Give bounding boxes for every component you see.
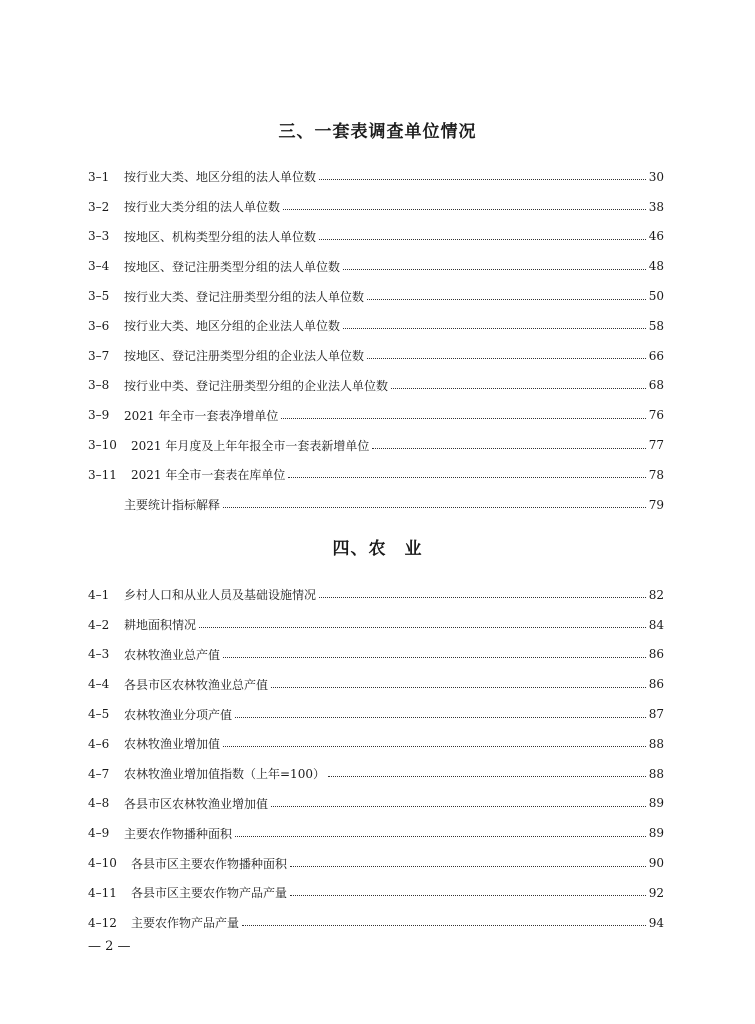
dot-leader — [367, 299, 646, 300]
dot-leader — [290, 866, 646, 867]
toc-entry-title: 主要农作物播种面积 — [124, 826, 233, 841]
toc-entry[interactable] — [88, 848, 664, 878]
toc-entry-title: 各县市区农林牧渔业总产值 — [124, 677, 269, 692]
toc-entry-number: 3–11 — [88, 467, 117, 482]
toc-entry-number: 3–8 — [88, 378, 110, 393]
toc-entry-title: 农林牧渔业分项产值 — [124, 707, 233, 722]
toc-entry[interactable] — [88, 311, 664, 341]
dot-leader — [372, 448, 645, 449]
toc-entry-number: 3–1 — [88, 169, 110, 184]
toc-entry-page: 89 — [648, 796, 664, 811]
toc-entry-page: 68 — [648, 378, 664, 393]
toc-entry-title: 按地区、登记注册类型分组的法人单位数 — [124, 259, 341, 274]
toc-entry[interactable] — [88, 430, 664, 460]
toc-entry-title: 农林牧渔业增加值 — [124, 737, 221, 752]
dot-leader — [290, 895, 646, 896]
dot-leader — [367, 358, 646, 359]
toc-entry-title: 农林牧渔业总产值 — [124, 647, 221, 662]
toc-entry[interactable] — [88, 669, 664, 699]
toc-entry-page: 86 — [648, 647, 664, 662]
toc-list-section-4 — [88, 580, 664, 938]
toc-entry-number: 4–2 — [88, 617, 110, 632]
toc-entry-title: 按地区、机构类型分组的法人单位数 — [124, 229, 317, 244]
toc-entry-number: 4–12 — [88, 915, 117, 930]
toc-entry-page: 82 — [648, 587, 664, 602]
toc-entry-title: 按行业大类、地区分组的企业法人单位数 — [124, 319, 341, 334]
dot-leader — [283, 209, 646, 210]
toc-entry-page: 58 — [648, 318, 664, 333]
toc-entry[interactable] — [88, 490, 664, 520]
toc-entry-number: 4–5 — [88, 707, 110, 722]
toc-entry-title: 2021 年月度及上年年报全市一套表新增单位 — [131, 438, 370, 453]
toc-entry-page: 84 — [648, 617, 664, 632]
dot-leader — [223, 507, 646, 508]
toc-entry-number: 4–11 — [88, 885, 117, 900]
toc-entry-number: 4–6 — [88, 736, 110, 751]
dot-leader — [288, 477, 645, 478]
toc-entry[interactable] — [88, 610, 664, 640]
toc-entry-title: 农林牧渔业增加值指数（上年=100） — [124, 767, 325, 782]
toc-entry-title: 主要统计指标解释 — [124, 498, 221, 513]
toc-entry[interactable] — [88, 192, 664, 222]
toc-entry-number: 4–9 — [88, 826, 110, 841]
toc-list-section-3 — [88, 162, 664, 520]
toc-entry-page: 50 — [648, 289, 664, 304]
section-3-title: 三、一套表调查单位情况 — [278, 122, 477, 142]
toc-entry-title: 各县市区主要农作物播种面积 — [131, 856, 288, 871]
toc-entry[interactable] — [88, 281, 664, 311]
dot-leader — [343, 328, 646, 329]
toc-entry-page: 92 — [648, 885, 664, 900]
toc-entry-page: 48 — [648, 259, 664, 274]
toc-entry[interactable] — [88, 251, 664, 281]
toc-entry[interactable] — [88, 460, 664, 490]
toc-entry-number: 4–7 — [88, 766, 110, 781]
toc-entry-page: 30 — [648, 169, 664, 184]
toc-entry-title: 2021 年全市一套表在库单位 — [131, 468, 286, 483]
toc-entry-number: 3–3 — [88, 229, 110, 244]
toc-entry[interactable] — [88, 908, 664, 938]
toc-entry-title: 各县市区农林牧渔业增加值 — [124, 796, 269, 811]
toc-entry[interactable] — [88, 789, 664, 819]
toc-entry-number: 3–5 — [88, 289, 110, 304]
toc-entry-title: 各县市区主要农作物产品产量 — [131, 886, 288, 901]
dot-leader — [199, 627, 646, 628]
page-number-footer: — 2 — — [88, 939, 131, 954]
toc-entry[interactable] — [88, 400, 664, 430]
toc-entry-page: 76 — [648, 408, 664, 423]
toc-entry-page: 77 — [648, 438, 664, 453]
dot-leader — [328, 776, 646, 777]
toc-entry-title: 按行业大类、地区分组的法人单位数 — [124, 170, 317, 185]
toc-entry[interactable] — [88, 729, 664, 759]
toc-entry[interactable] — [88, 818, 664, 848]
dot-leader — [319, 179, 646, 180]
toc-entry[interactable] — [88, 580, 664, 610]
toc-entry-title: 按行业大类、登记注册类型分组的法人单位数 — [124, 289, 365, 304]
toc-entry[interactable] — [88, 162, 664, 192]
toc-entry[interactable] — [88, 222, 664, 252]
toc-entry-page: 66 — [648, 348, 664, 363]
toc-entry-number: 3–9 — [88, 408, 110, 423]
toc-entry-page: 86 — [648, 677, 664, 692]
toc-entry-number: 3–6 — [88, 318, 110, 333]
toc-entry-page: 79 — [648, 497, 664, 512]
toc-entry-number: 3–4 — [88, 259, 110, 274]
toc-entry-page: 46 — [648, 229, 664, 244]
dot-leader — [223, 746, 646, 747]
toc-entry-page: 78 — [648, 467, 664, 482]
dot-leader — [319, 597, 646, 598]
toc-entry-title: 乡村人口和从业人员及基础设施情况 — [124, 588, 317, 603]
toc-entry-number: 3–7 — [88, 348, 110, 363]
toc-entry-number: 4–8 — [88, 796, 110, 811]
dot-leader — [223, 657, 646, 658]
toc-entry[interactable] — [88, 640, 664, 670]
toc-entry-number: 3–2 — [88, 199, 110, 214]
dot-leader — [235, 836, 646, 837]
toc-entry-title: 按地区、登记注册类型分组的企业法人单位数 — [124, 349, 365, 364]
section-4-title: 四、农 业 — [332, 539, 423, 559]
toc-entry-page: 90 — [648, 856, 664, 871]
toc-entry-page: 38 — [648, 199, 664, 214]
dot-leader — [242, 925, 646, 926]
toc-entry-title: 按行业大类分组的法人单位数 — [124, 200, 281, 215]
toc-entry[interactable] — [88, 371, 664, 401]
dot-leader — [343, 269, 646, 270]
toc-entry-page: 87 — [648, 707, 664, 722]
toc-entry-title: 按行业中类、登记注册类型分组的企业法人单位数 — [124, 378, 389, 393]
toc-entry[interactable] — [88, 341, 664, 371]
dot-leader — [391, 388, 646, 389]
toc-entry[interactable] — [88, 878, 664, 908]
toc-entry-page: 89 — [648, 826, 664, 841]
toc-entry-number: 4–4 — [88, 677, 110, 692]
toc-entry-title: 主要农作物产品产量 — [131, 916, 240, 931]
toc-entry-title: 2021 年全市一套表净增单位 — [124, 408, 279, 423]
toc-entry-number: 4–1 — [88, 587, 110, 602]
toc-entry-number: 4–10 — [88, 856, 117, 871]
toc-entry-number: 3–10 — [88, 438, 117, 453]
toc-entry-page: 88 — [648, 736, 664, 751]
toc-entry[interactable] — [88, 699, 664, 729]
dot-leader — [271, 806, 646, 807]
toc-entry[interactable] — [88, 759, 664, 789]
toc-entry-title: 耕地面积情况 — [124, 618, 197, 633]
dot-leader — [271, 687, 646, 688]
toc-entry-number: 4–3 — [88, 647, 110, 662]
dot-leader — [281, 418, 645, 419]
toc-entry-page: 88 — [648, 766, 664, 781]
toc-entry-page: 94 — [648, 915, 664, 930]
dot-leader — [319, 239, 646, 240]
dot-leader — [235, 717, 646, 718]
